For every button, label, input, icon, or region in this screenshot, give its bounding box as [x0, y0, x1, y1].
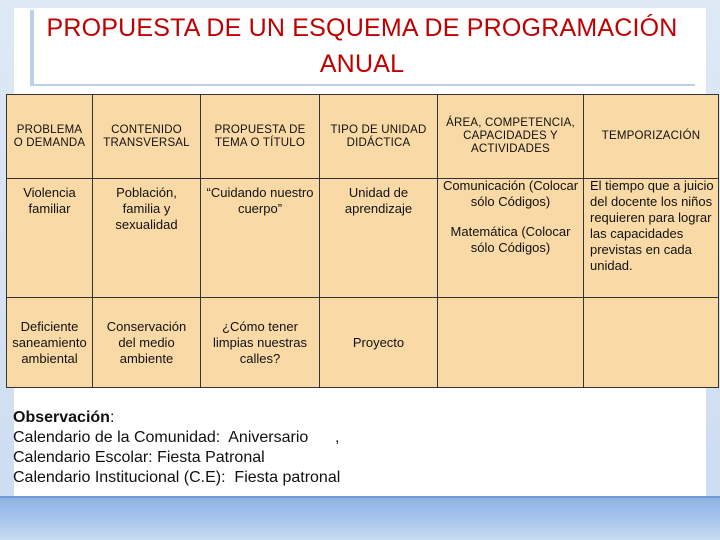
- row1-temporizacion-text: El tiempo que a juicio del docente los niños requieren para lograr las capacidades previstas en cada unidad.: [590, 179, 714, 273]
- row1-area-matematica: Matemática (Colocar sólo Códigos): [450, 224, 571, 255]
- row1-contenido-text: Población, familia y sexualidad: [115, 185, 178, 232]
- header-tipo-text: TIPO DE UNIDAD DIDÁCTICA: [330, 123, 427, 149]
- observation-colon: :: [109, 409, 115, 426]
- row2-problema-text: Deficiente saneamiento ambiental: [12, 318, 87, 366]
- header-problema: [7, 95, 93, 179]
- row1-temporizacion: [584, 179, 718, 298]
- row2-contenido-text: Conservación del medio ambiente: [106, 318, 187, 366]
- frame-top: [0, 0, 720, 8]
- header-contenido: [93, 95, 201, 179]
- header-contenido-text: CONTENIDO TRANSVERSAL: [103, 123, 190, 149]
- page-title: [14, 10, 710, 82]
- header-area-text: ÁREA, COMPETENCIA, CAPACIDADES Y ACTIVIDADES: [446, 117, 575, 155]
- row1-area-comunicacion: Comunicación (Colocar sólo Códigos): [442, 179, 579, 209]
- header-tema: [201, 95, 320, 179]
- row2-tipo: [320, 298, 438, 387]
- header-area: [438, 95, 584, 179]
- row1-area: [438, 179, 584, 298]
- row1-problema-text: Violencia familiar: [23, 185, 76, 216]
- row1-problema: [7, 179, 93, 298]
- observation-line-community: Calendario de la Comunidad: Aniversario ,: [13, 429, 340, 446]
- row1-tema: [201, 179, 320, 298]
- observation-heading: [13, 408, 413, 428]
- row2-problema: [7, 298, 93, 387]
- observation-line-institutional: Calendario Institucional (C.E): Fiesta patronal: [13, 469, 341, 486]
- header-temporizacion: [584, 95, 718, 179]
- row2-area: [438, 298, 584, 387]
- row1-contenido: [93, 179, 201, 298]
- row2-tema-text: ¿Cómo tener limpias nuestras calles?: [213, 318, 307, 366]
- row1-tema-text: “Cuidando nuestro cuerpo”: [206, 185, 314, 216]
- observation-line-school: Calendario Escolar: Fiesta Patronal: [13, 449, 265, 466]
- title-line-1: PROPUESTA DE UN ESQUEMA DE PROGRAMACIÓN: [46, 14, 678, 42]
- header-temporizacion-text: TEMPORIZACIÓN: [601, 130, 701, 142]
- row2-temporizacion: [584, 298, 718, 387]
- programming-table: [6, 94, 719, 388]
- row1-tipo: [320, 179, 438, 298]
- observation-block: [13, 408, 413, 488]
- bottom-decorative-bar: [0, 496, 720, 540]
- row2-tipo-text: Proyecto: [352, 334, 405, 350]
- observation-label: Observación: [13, 409, 110, 426]
- header-problema-text: PROBLEMA O DEMANDA: [13, 123, 86, 149]
- row1-tipo-text: Unidad de aprendizaje: [344, 185, 413, 216]
- title-line-2: ANUAL: [319, 50, 405, 78]
- header-tema-text: PROPUESTA DE TEMA O TÍTULO: [214, 123, 306, 149]
- row2-contenido: [93, 298, 201, 387]
- row2-tema: [201, 298, 320, 387]
- header-tipo: [320, 95, 438, 179]
